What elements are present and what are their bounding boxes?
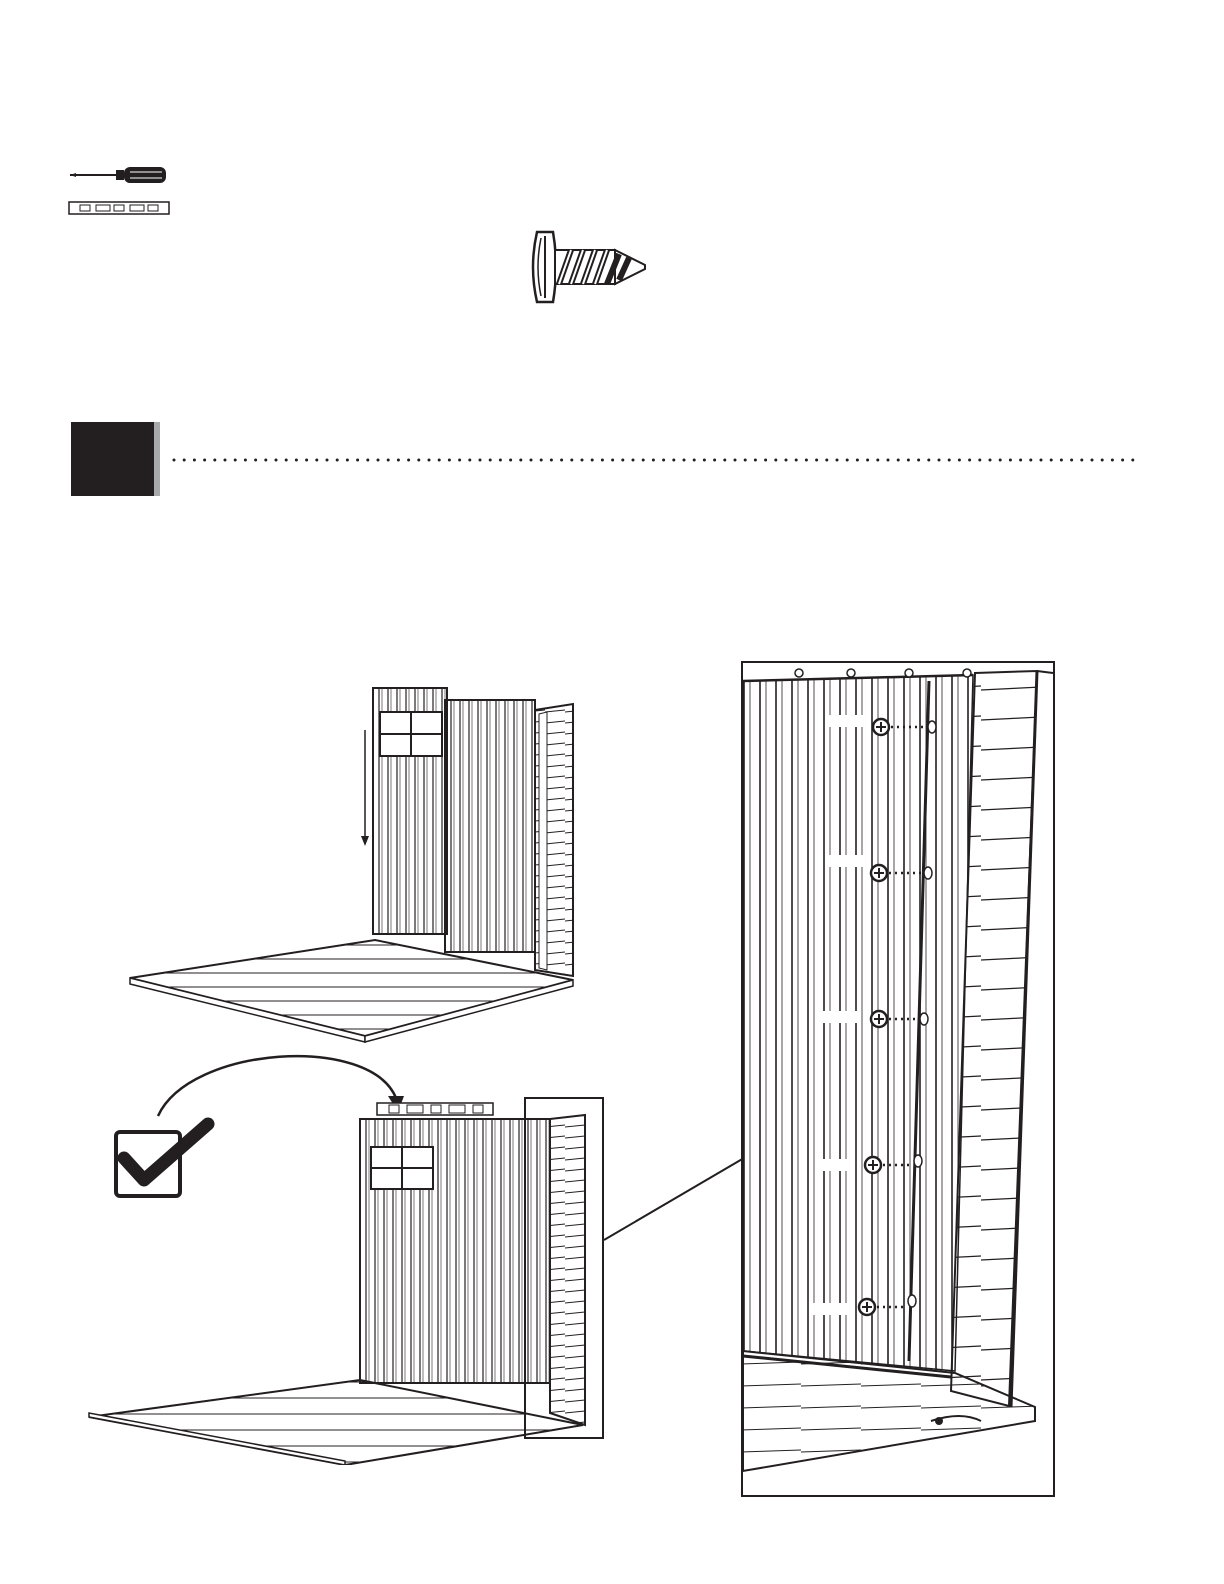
tools-list	[68, 160, 178, 220]
pan-head-screw-icon	[525, 228, 650, 306]
panel-screw-detail-illustration	[741, 661, 1055, 1497]
step-number-badge	[71, 422, 154, 496]
step-number-shadow	[154, 422, 160, 496]
step-divider	[170, 456, 1145, 464]
callout-leader-line	[600, 1150, 750, 1250]
step-header	[70, 422, 1150, 498]
down-arrow-icon	[361, 730, 369, 846]
screwdriver-icon	[68, 164, 168, 186]
level-icon	[68, 200, 172, 216]
wall-panels-slide-down-illustration	[125, 680, 585, 1050]
level-icon	[377, 1103, 493, 1115]
wall-panels-assembled-illustration	[85, 1095, 610, 1465]
